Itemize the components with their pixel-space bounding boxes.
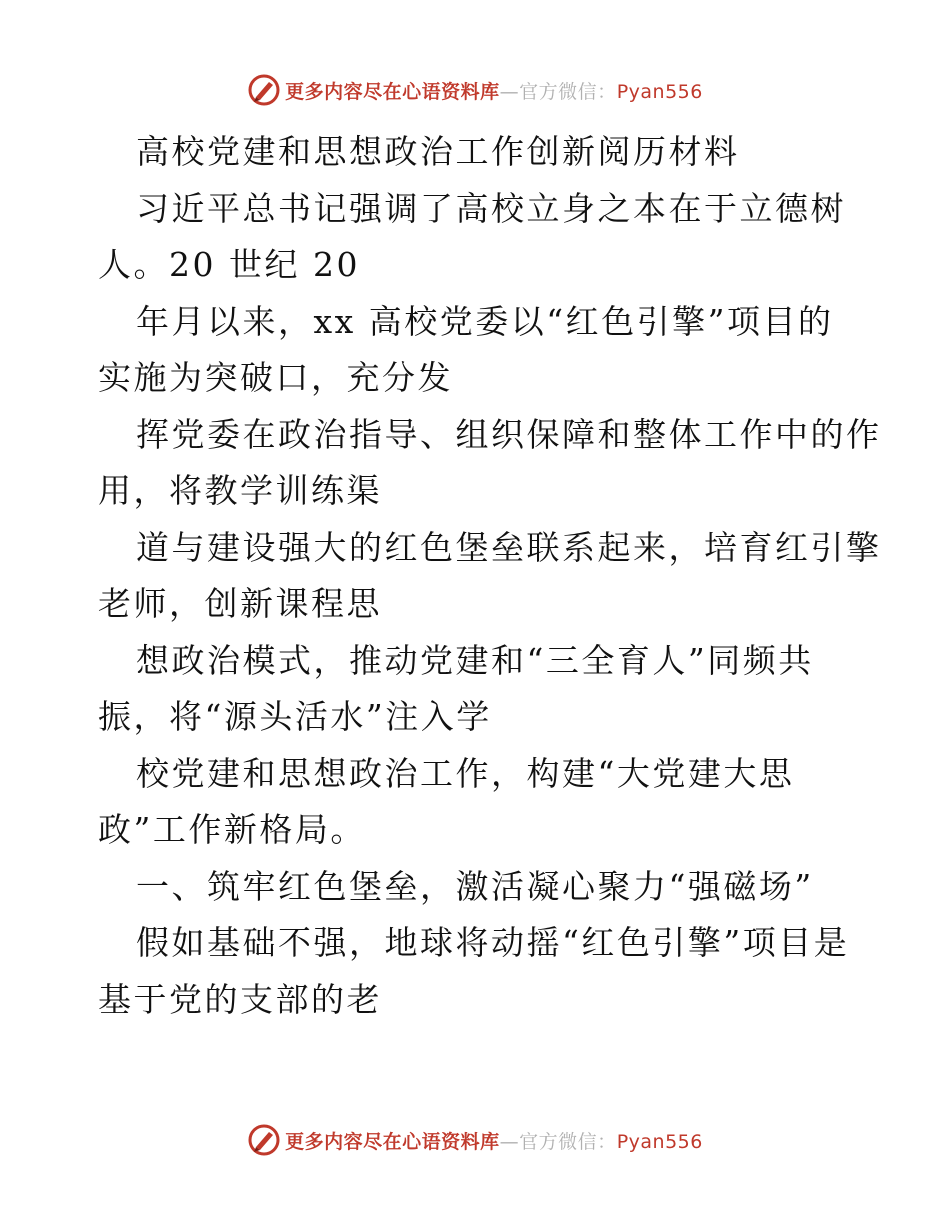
header-watermark	[0, 70, 950, 110]
pen-logo-icon	[247, 73, 281, 107]
text-line: 习近平总书记强调了高校立身之本在于立德树	[136, 188, 846, 228]
text-line: 假如基础不强，地球将动摇“红色引擎”项目是	[136, 923, 850, 962]
pen-logo-icon	[247, 1123, 281, 1157]
document-body	[98, 124, 888, 1028]
text-line: 年月以来，xx 高校党委以“红色引擎”项目的	[136, 301, 834, 341]
watermark-brand: 更多内容尽在心语资料库	[285, 80, 500, 103]
text-line: 老师，创新课程思	[98, 584, 382, 623]
watermark-dash: —	[499, 80, 520, 103]
text-line: 一、筑牢红色堡垒，激活凝心聚力“强磁场”	[136, 866, 814, 906]
footer-watermark	[0, 1120, 950, 1160]
watermark-account: Pyan556	[616, 80, 703, 103]
text-line: 振，将“源头活水”注入学	[98, 697, 492, 736]
watermark-dash: —	[499, 1130, 520, 1153]
text-line: 实施为突破口，充分发	[98, 358, 453, 397]
watermark-label: 官方微信：	[519, 80, 617, 103]
text-line: 校党建和思想政治工作，构建“大党建大思	[136, 753, 795, 793]
watermark-account: Pyan556	[616, 1130, 703, 1153]
watermark-label: 官方微信：	[519, 1130, 617, 1153]
text-line: 政”工作新格局。	[98, 810, 366, 849]
watermark-brand: 更多内容尽在心语资料库	[285, 1130, 500, 1153]
watermark-text	[285, 1127, 703, 1154]
text-line: 基于党的支部的老	[98, 979, 382, 1019]
watermark-text	[285, 77, 703, 104]
text-line: 高校党建和思想政治工作创新阅历材料	[136, 132, 740, 171]
text-line: 用，将教学训练渠	[98, 471, 382, 510]
text-line: 道与建设强大的红色堡垒联系起来，培育红引擎	[136, 527, 882, 567]
text-line: 人。20 世纪 20	[98, 245, 360, 284]
text-line: 想政治模式，推动党建和“三全育人”同频共	[136, 640, 814, 680]
text-line: 挥党委在政治指导、组织保障和整体工作中的作	[136, 414, 882, 454]
